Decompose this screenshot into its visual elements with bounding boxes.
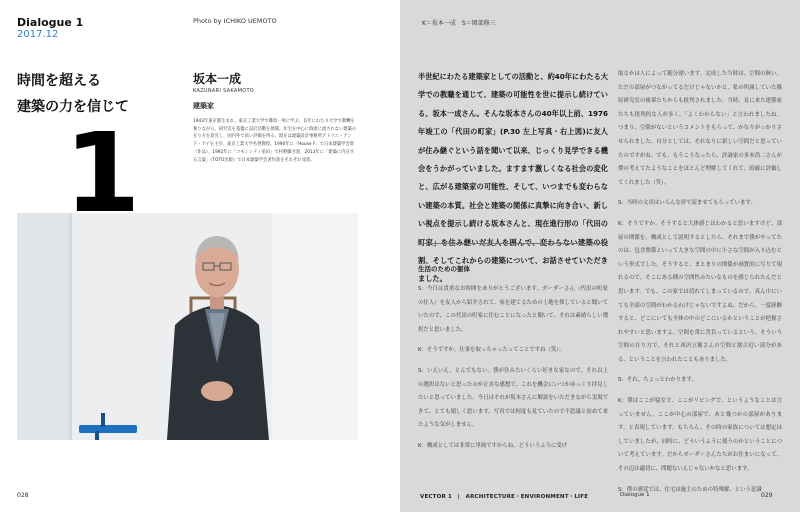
person-bio: 1943年東京都生まれ。東京工業大学で篠原一男に学ぶ。長年にわたり大学で教鞭を執りながら、研究室を基盤に設計活動を展開。住宅を中心に時流に流されない建築の在り方を追究し、国内外で高い評価を得る。現在は建築設計事務所アトリエ・アンド・アイを主宰、東京工業大学名誉教授。1990年に「House F」で日本建築学会賞（作品）、1992年に「コモンシティ星田」で村野藤吾賞、2013年に「建築に内在する言葉」（TOTO出版）で日本建築学会著作賞をそれぞれ受賞。 [193,119,357,163]
dialogue-paragraph: S：僕の感覚では、住宅は施主のための特殊解、という意識 [618,486,762,493]
issue-date: 2017.12 [17,29,59,40]
portrait-illustration [17,213,358,440]
portrait-photo [17,213,358,440]
page-number-right: 029 [761,492,773,499]
person-name: 坂本一成 [193,72,242,86]
lead-column [418,68,608,289]
column-1-body [418,283,608,461]
dialogue-paragraph: K：構成としては非常に単純ですからね。どういうふうに受け [418,442,568,449]
dialogue-number: 1 [64,109,141,237]
lead-text: 半世紀にわたる建築家としての活動と、約40年にわたる大学での教職を通じて、建築の可能性を世に提示し続けている、坂本一成さん。そんな坂本さんの40年以上前、1976年竣工の「代田の町家」(P.30 左上写真・右上図)に友人が住み継ぐという話を聞いて以来、じっくり見学できる機会をうかがっていました。ますます激しくなる社会の変化と、広がる建築家の可能性、そして、いつまでも変わらない建築の本質。社会と建築の関係に真摯に向き合い、新しい視点を提示し続ける坂本さんと、現在進行形の「代田の町家」を住み継いだ友人を囲んで、変わらない建築の役割、そしてこれからの建築について、お話させていただきました。 [418,72,608,284]
dialogue-paragraph: K：そうですか。そうすると大体感じはわかると思いますけど、部屋の関係を、構成として説明するとしたら、それまで僕がやってたのは、包含関係といって大きな空間の中に小さな空間が入り込むという形式でした。そうすると、まとまりの関係が画質的に写りて現れるので、そこにある種の空間性みたいなものを感じられたんだと思います。でも、この家では切れてしまっているので、真ん中にいても全部の空間がわかるわけじゃないですよね。だから、一度経験すると、どこにいても全体の中のどこにいるかということが把握されやすいと思いますよ。空間を常に背負っているという、そういう空間の在り方で、それと西沢立衛さんの空間と割合近い部分がある、ということを言われたこともありました。 [618,220,782,363]
dialogue-paragraph: K：僕はここが寝室で、ここがリビングで、というようなことは言っていません。ここが中心の部屋で、あと幾つかの部屋があります、と表現しています。もちろん、その時の家族については想定はしていましたが、同時に、どういうふうに使うのかということについて考えています。だからガーダーさんたちがお住まいになって、その辺は適切に、問題ないんじゃないかなと思います。 [618,398,782,473]
column-2-body [618,68,782,504]
right-page [400,0,800,512]
person-romaji: KAZUNARI SAKAMOTO [193,88,255,94]
footer-section: Dialogue 1 [620,492,650,498]
dialogue-paragraph: S：当時の文章はいろんな形で読ませてもらっています。 [618,200,756,207]
series-title: Dialogue 1 [17,16,84,29]
photo-credit: Photo by ICHIKO UEMOTO [193,17,277,25]
running-footer: VECTOR 1 | ARCHITECTURE・ENVIRONMENT・LIFE [420,494,589,500]
dialogue-paragraph: K：そうですか。仕事を取っちゃったってことですね（笑）。 [418,347,565,354]
dialogue-paragraph: S：いえいえ、とんでもない。僕が住みたいくらい好きな家なので、それ以上の選択はないと思ったのが正直な感想で、これを機会にいつかゆっくり拝見したいと思っていました。今日はそれが坂本さんに解説をいただきながら実現できて、とても嬉しく思います。写真では何度も見ていたので不思議と初めて来たような気がしません。 [418,367,608,429]
headline-line-2: 建築の力を信じて [17,99,129,115]
dialogue-paragraph: 取るかは人によって随分違います。完成した当時は、空間の無い、ただの部屋がつながってるだけじゃないかと、私の所属していた篠原研究室の後輩たちからも批判されました。当時、見に来た建築家たちも批判的な人が多く、「よくわからない」と言われましたね。つまり、空間がないというコメントをもらって、かなりがっかりさせられました。自分としては、それなりに新しい空間だと思っていたのですがね。でも、もうこうなったら、評論家の多木浩二さんが僕の考えてたようなことをほとんど理解してくれて、的確に評価してくれました（笑）。 [618,71,782,186]
speaker-key: K＝坂本一成 S＝岡部修三 [422,20,496,27]
page-number-left: 028 [17,492,29,499]
person-title: 建築家 [193,102,214,110]
section-subhead: 生活のための躯体 [418,265,470,273]
headline-line-1: 時間を超える [17,73,101,89]
dialogue-paragraph: S：それ、ちょっとわかります。 [618,377,697,384]
section-divider [418,243,608,244]
dialogue-paragraph: S：今日は貴重なお時間をありがとうございます。ガーダーさん（代田の町家の住人）を友人から紹介されて、家を建てるための土地を探していると聞いていたので、この代田の町家に住むことになったと聞いて、それは素晴らしい選択だと思いました。 [418,286,608,333]
